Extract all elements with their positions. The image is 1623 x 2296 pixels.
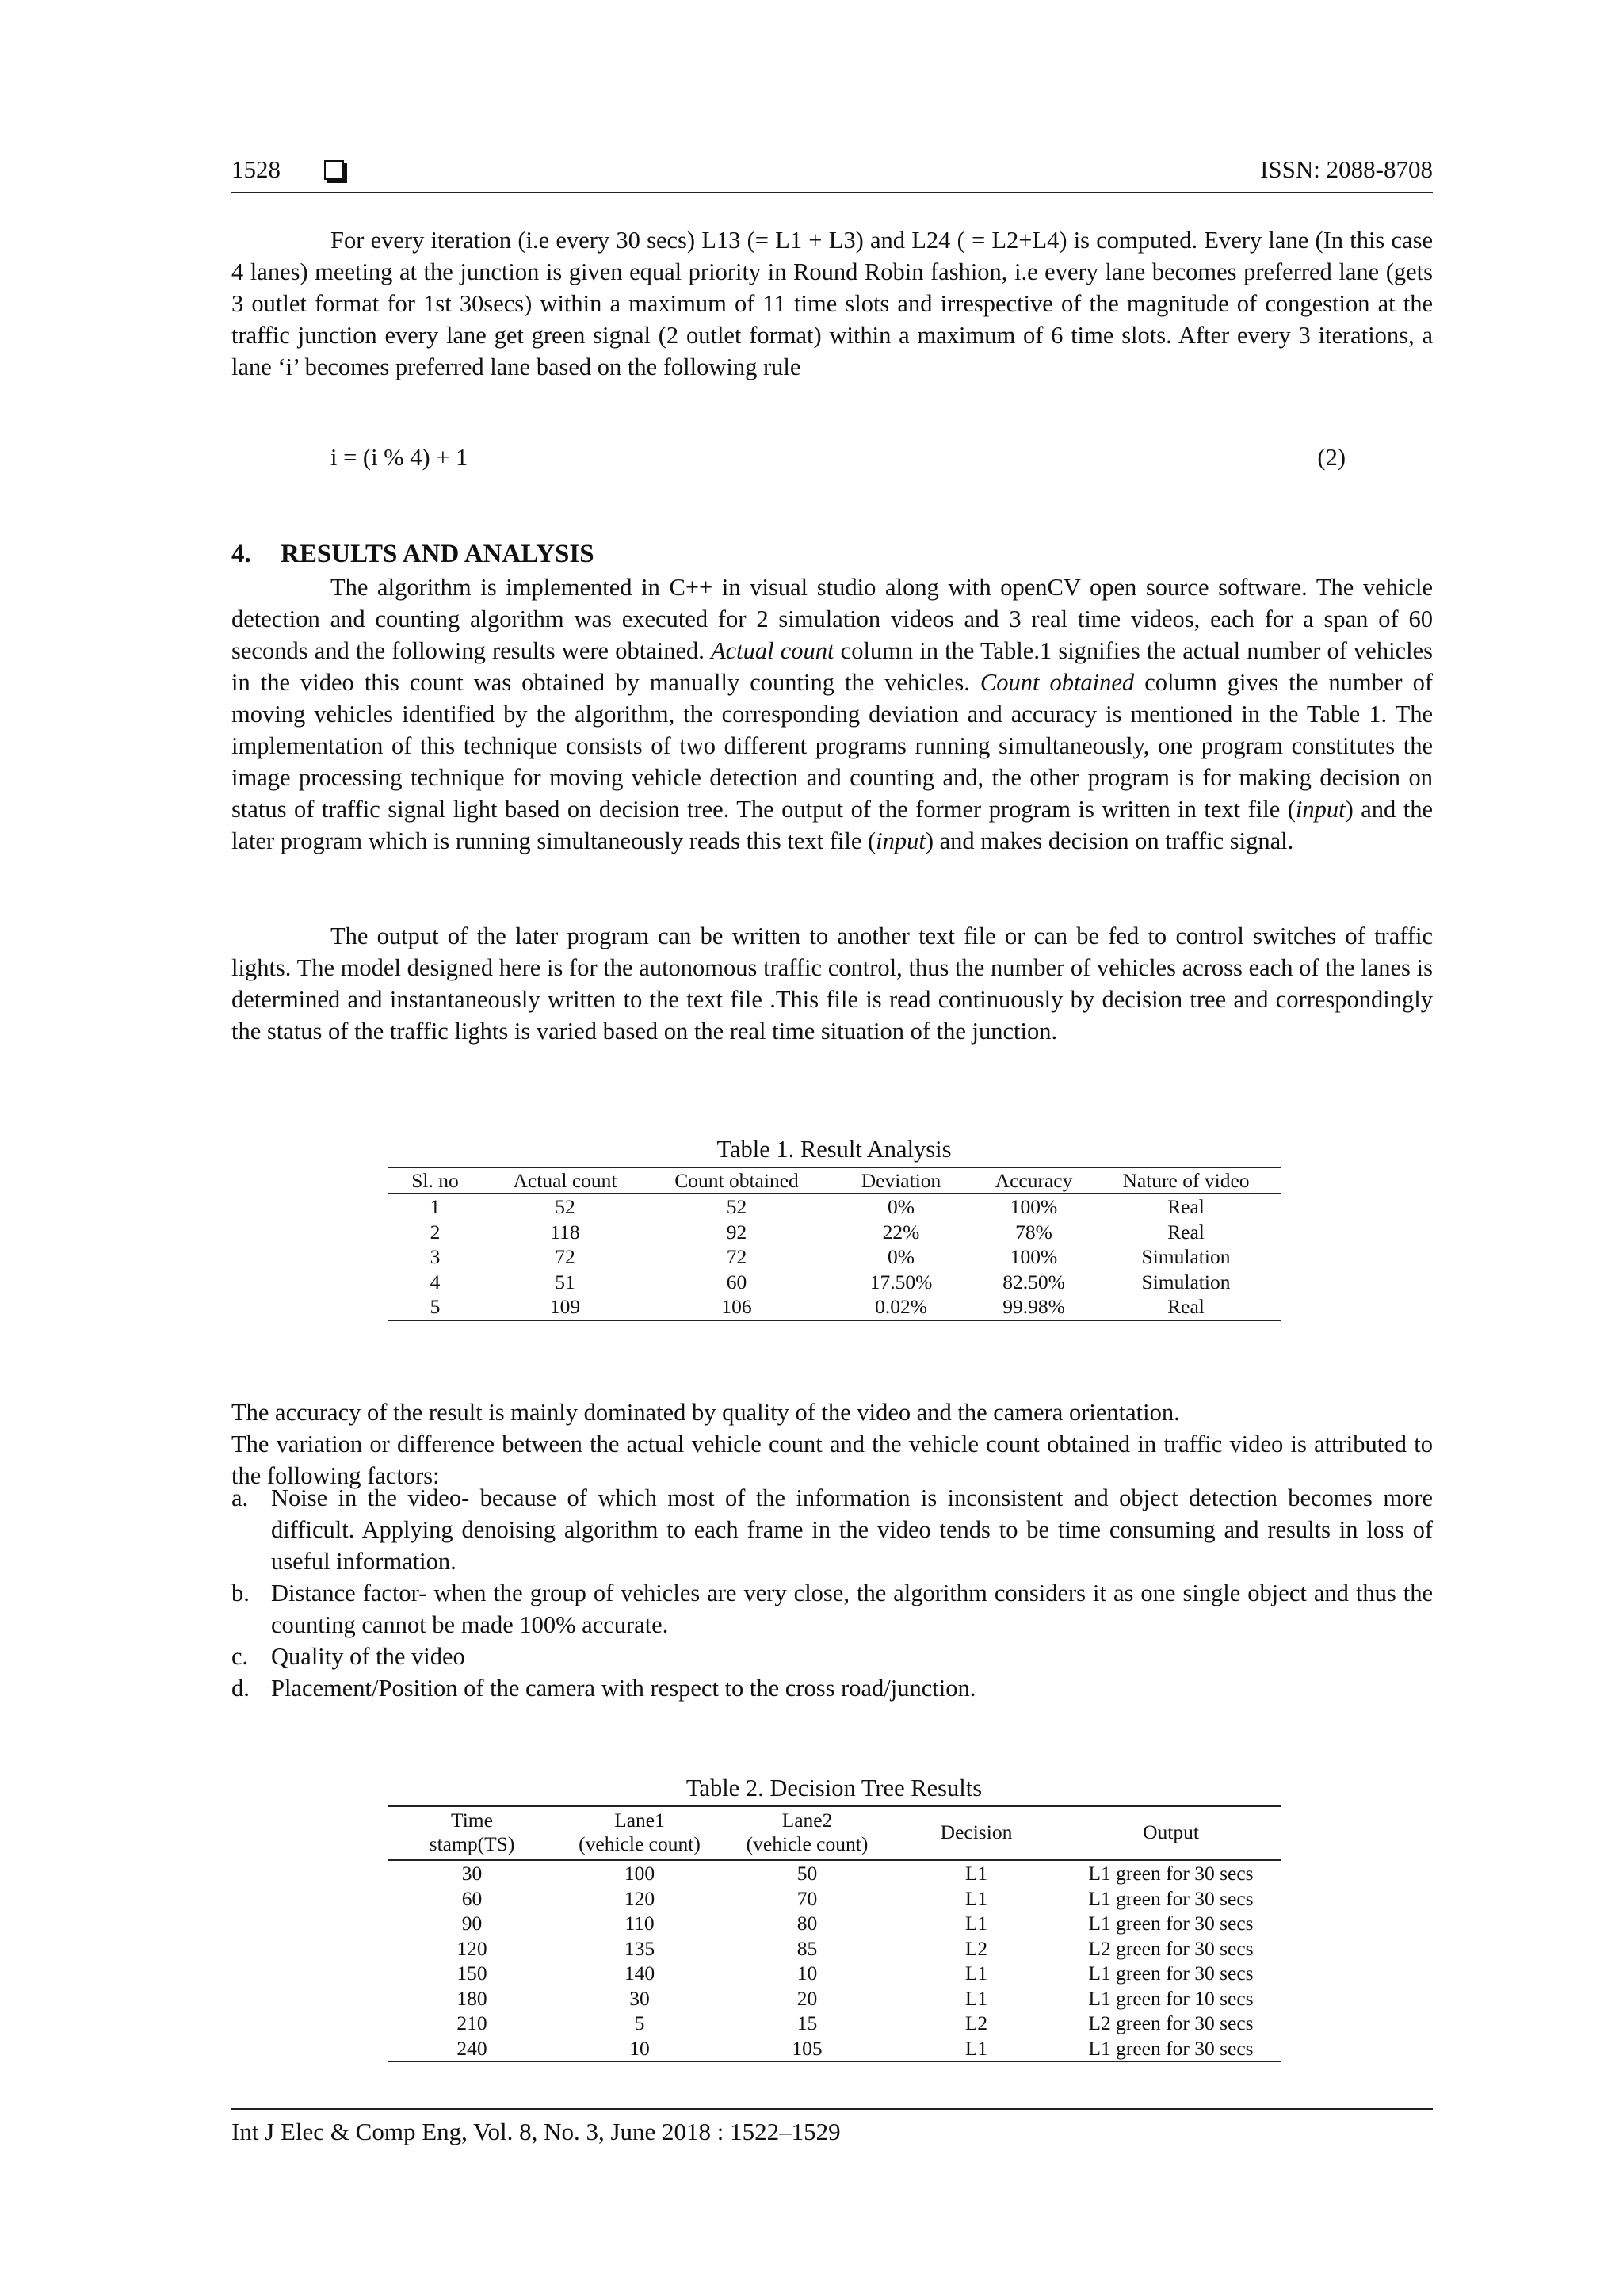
table2-cell: 110 (624, 1912, 655, 1935)
table1-cell: 5 (388, 1294, 483, 1320)
table2-header-line: (vehicle count) (746, 1832, 869, 1855)
table2-header-cell (388, 1806, 556, 1860)
table1-header-cell: Accuracy (976, 1167, 1091, 1194)
factor-list (231, 1482, 1433, 1704)
page-number: 1528 (231, 155, 281, 183)
list-item-text: Quality of the video (271, 1643, 465, 1670)
table1-cell: 1 (430, 1195, 441, 1218)
list-item (231, 1641, 1433, 1672)
checkbox-square-icon (324, 160, 344, 180)
equation-number: (2) (1317, 444, 1346, 471)
table2-header-cell (1061, 1806, 1281, 1860)
equation-text: i = (i % 4) + 1 (330, 444, 468, 471)
table2-cell: L2 green for 30 secs (1088, 2011, 1254, 2034)
table2-cell: L1 green for 30 secs (1088, 1912, 1254, 1935)
table-row (388, 1194, 1281, 1220)
intro-paragraph: For every iteration (i.e every 30 secs) L13 (= L1 + L3) and L24 ( = L2+L4) is computed. Every lane (In this case 4 lanes) meeting at the junction is given equal priority in Round Robin fashion, i.e every lane becomes preferred lane (gets 3 outlet format for 1st 30secs) within a maximum of 11 time slots and irrespective of the magnitude of congestion at the traffic junction every lane get green signal (2 outlet format) within a maximum of 6 time slots. After every 3 iterations, a lane ‘i’ becomes preferred lane based on the following rule (231, 227, 1433, 380)
table1-cell: 51 (555, 1270, 575, 1293)
table2-cell: L1 green for 30 secs (1088, 1862, 1254, 1885)
table2-caption: Table 2. Decision Tree Results (685, 1775, 983, 1801)
para1-text-5: ) and makes decision on traffic signal. (925, 827, 1294, 854)
table1-cell: Simulation (1141, 1245, 1231, 1268)
para1-emphasis-input-1: input (1295, 796, 1346, 823)
list-marker: c. (231, 1643, 249, 1670)
table2-cell: 90 (461, 1912, 483, 1935)
table1-cell: 0% (888, 1245, 915, 1268)
table2-cell: 135 (624, 1936, 655, 1960)
table1-cell: 3 (430, 1245, 441, 1268)
list-marker: d. (231, 1675, 250, 1702)
table2-cell: 10 (796, 1962, 818, 1985)
table1-header-cell: Actual count (483, 1167, 647, 1194)
table1-cell: 0% (888, 1195, 915, 1218)
results-paragraph-1 (231, 571, 1433, 857)
table2-header-cell (892, 1806, 1061, 1860)
list-item-text: Noise in the video- because of which most of the information is inconsistent and object detection becomes more difficult. Applying denoising algorithm to each frame in the video tends to be time consuming and results in loss of useful information. (271, 1484, 1433, 1575)
table1-cell: Real (1167, 1195, 1205, 1218)
table2-cell: L2 green for 30 secs (1088, 1936, 1254, 1960)
table1-cell: Real (1091, 1294, 1281, 1320)
table2-cell: 150 (456, 1962, 487, 1985)
table2-header-line: Output (1143, 1820, 1199, 1843)
list-marker: b. (231, 1580, 250, 1606)
table2-cell: 100 (624, 1862, 655, 1885)
table2-cell: L1 (964, 1986, 988, 2010)
table1-cell: 2 (430, 1220, 441, 1244)
table2-cell: 80 (796, 1912, 818, 1935)
table1-caption: Table 1. Result Analysis (716, 1136, 952, 1163)
table2-cell: L1 (964, 1862, 988, 1885)
table2-cell: L1 green for 30 secs (1061, 2036, 1281, 2062)
list-item (231, 1482, 1433, 1577)
table1-header-cell: Sl. no (388, 1167, 483, 1194)
table-row (388, 2036, 1281, 2062)
table2-cell: L2 (964, 2011, 988, 2034)
para1-text-4: ) and the later program which is running simultaneously reads this text file ( (231, 796, 1433, 854)
table1-result-analysis (388, 1167, 1281, 1321)
table-row (388, 1961, 1281, 1986)
table-row (388, 1294, 1281, 1320)
table-row (388, 1860, 1281, 1886)
table1-header-cell: Nature of video (1091, 1167, 1281, 1194)
table1-cell: 22% (882, 1220, 920, 1244)
table1-cell: 4 (430, 1270, 441, 1293)
table2-cell: 240 (388, 2036, 556, 2062)
table2-cell: 180 (456, 1986, 487, 2010)
section-heading (231, 540, 594, 569)
para1-text-3: column gives the number of moving vehicles identified by the algorithm, the corresponding deviation and accuracy is mentioned in the Table 1. The implementation of this technique consists of two different programs running simultaneously, one program constitutes the image processing technique for moving vehicle detection and counting and, the other program is for making decision on status of traffic signal light based on decision tree. The output of the former program is written in text file ( (231, 669, 1434, 823)
table2-cell: 30 (629, 1986, 650, 2010)
table2-cell: 30 (461, 1862, 483, 1885)
table1-cell: 92 (726, 1220, 747, 1244)
table1-cell: 100% (1010, 1195, 1058, 1218)
table2-header-line: (vehicle count) (579, 1832, 701, 1855)
table2-header-row (388, 1806, 1281, 1860)
table1-cell: Simulation (1141, 1270, 1231, 1293)
table1-cell: Real (1167, 1220, 1205, 1244)
table-row (388, 1886, 1281, 1912)
table2-cell: L1 green for 30 secs (1088, 1886, 1254, 1910)
table1-cell: 109 (483, 1294, 647, 1320)
page-footer (231, 2108, 1433, 2146)
table2-cell: L1 (964, 1962, 988, 1985)
accuracy-sentence: The accuracy of the result is mainly dominated by quality of the video and the camera orientation. (231, 1399, 1180, 1426)
results-paragraph-2: The output of the later program can be written to another text file or can be fed to control switches of traffic lights. The model designed here is for the autonomous traffic control, thus the number of vehicles across each of the lanes is determined and instantaneously written to the text file .This file is read continuously by decision tree and correspondingly the status of the traffic lights is varied based on the real time situation of the junction. (231, 923, 1433, 1045)
equation-2 (330, 444, 1346, 472)
issn-label: ISSN: 2088-8708 (1260, 155, 1433, 183)
footer-citation: Int J Elec & Comp Eng, Vol. 8, No. 3, June 2018 : 1522–1529 (231, 2118, 841, 2145)
section-number: 4. (231, 540, 251, 568)
table2-cell: 50 (796, 1862, 818, 1885)
table1-cell: 99.98% (976, 1294, 1091, 1320)
table2-cell: 10 (556, 2036, 723, 2062)
table2-decision-tree-results (388, 1805, 1281, 2062)
table1-cell: 52 (726, 1195, 747, 1218)
para1-emphasis-actual-count: Actual count (711, 637, 834, 664)
table-row (388, 1986, 1281, 2011)
table2-cell: 85 (796, 1936, 818, 1960)
table-row (388, 1244, 1281, 1270)
para1-emphasis-input-2: input (876, 827, 926, 854)
table1-cell: 106 (647, 1294, 826, 1320)
table2-header-line: Lane1 (614, 1809, 665, 1832)
table2-cell: 20 (796, 1986, 818, 2010)
para1-text-2: column in the Table.1 signifies the actual number of vehicles in the video this count was obtained by manually counting the vehicles. (231, 637, 1433, 696)
table1-header-cell: Deviation (826, 1167, 976, 1194)
table2-cell: L1 (964, 1912, 988, 1935)
table2-body (388, 1860, 1281, 2061)
para1-emphasis-count-obtained: Count obtained (980, 669, 1135, 696)
list-item (231, 1672, 1433, 1704)
table1-cell: 0.02% (826, 1294, 976, 1320)
table1-cell: 118 (550, 1220, 580, 1244)
table2-header-cell (723, 1806, 892, 1860)
table-row (388, 2011, 1281, 2036)
table1-cell: 17.50% (869, 1270, 933, 1293)
table2-cell: 120 (456, 1936, 487, 1960)
table2-cell: L1 (892, 2036, 1061, 2062)
table2-cell: L1 green for 10 secs (1088, 1986, 1254, 2010)
table2-cell: L1 (964, 1886, 988, 1910)
table-row (388, 1911, 1281, 1936)
table1-body (388, 1194, 1281, 1320)
table1-cell: 78% (1015, 1220, 1052, 1244)
table1-header-row (388, 1167, 1281, 1194)
table2-cell: 5 (634, 2011, 645, 2034)
section-title: RESULTS AND ANALYSIS (281, 540, 594, 568)
table2-header-cell (556, 1806, 723, 1860)
table1-header-cell: Count obtained (647, 1167, 826, 1194)
table2-cell: 120 (624, 1886, 655, 1910)
list-marker: a. (231, 1484, 249, 1511)
table2-cell: 140 (624, 1962, 655, 1985)
variation-sentence: The variation or difference between the actual vehicle count and the vehicle count obtained in traffic video is attributed to the following factors: (231, 1431, 1433, 1489)
table2-cell: 105 (723, 2036, 892, 2062)
list-item (231, 1577, 1433, 1641)
table2-header-line: Decision (940, 1820, 1013, 1843)
table1-cell: 72 (726, 1245, 747, 1268)
table2-cell: 210 (456, 2011, 487, 2034)
table1-cell: 60 (726, 1270, 747, 1293)
table2-cell: L2 (964, 1936, 988, 1960)
list-item-text: Distance factor- when the group of vehicles are very close, the algorithm considers it as one single object and thus the counting cannot be made 100% accurate. (271, 1580, 1433, 1638)
table1-cell: 72 (555, 1245, 575, 1268)
table2-header-line: Lane2 (781, 1809, 833, 1832)
page-header (231, 155, 1433, 193)
table2-header-line: stamp(TS) (429, 1832, 515, 1855)
table2-cell: 15 (796, 2011, 818, 2034)
table1-cell: 82.50% (1002, 1270, 1065, 1293)
table-row (388, 1936, 1281, 1962)
table2-cell: 60 (461, 1886, 483, 1910)
table1-cell: 100% (1010, 1245, 1058, 1268)
list-item-text: Placement/Position of the camera with respect to the cross road/junction. (271, 1675, 976, 1702)
table1-cell: 52 (555, 1195, 575, 1218)
table2-cell: 70 (796, 1886, 818, 1910)
table2-header-line: Time (451, 1809, 493, 1832)
para1-text-1: The algorithm is implemented in C++ in visual studio along with openCV open source software. The vehicle detection and counting algorithm was executed for 2 simulation videos and 3 real time videos, each for a span of 60 seconds and the following results were obtained. (231, 574, 1433, 664)
table2-cell: L1 green for 30 secs (1088, 1962, 1254, 1985)
table-row (388, 1220, 1281, 1245)
table-row (388, 1270, 1281, 1295)
